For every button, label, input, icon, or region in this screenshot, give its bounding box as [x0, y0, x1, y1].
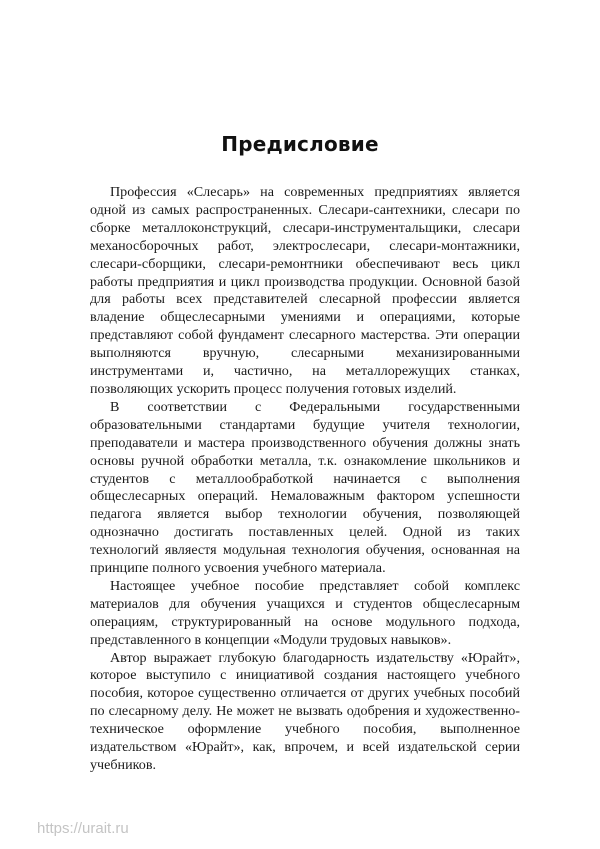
page-title: Предисловие	[221, 132, 379, 156]
paragraph-2: В соответствии с Федеральными государственными образовательными стандартами будущие учителя технологии, преподаватели и мастера производственного обучения должны знать основы ручной обработки металла, т.к. ознакомление школьников и студентов с металлообработкой начинается с выполнения общеслесарных операций. Немаловажным фактором успешности педагога является выбор технологии обучения, позволяющей однозначно достигать поставленных целей. Одной из таких технологий являестя модульная технология обучения, основанная на принципе полного усвоения учебного материала.	[90, 398, 520, 577]
paragraph-3: Настоящее учебное пособие представляет собой комплекс материалов для обучения учащихся и студентов общеслесарным операциям, структурированный на основе модульного подхода, представленного в концепции «Модули трудовых навыков».	[90, 577, 520, 648]
preface-body	[90, 184, 520, 775]
footer-url: https://urait.ru	[37, 820, 129, 837]
paragraph-4: Автор выражает глубокую благодарность издательству «Юрайт», которое выступило с инициативой создания настоящего учебного пособия, которое существенно отличается от других учебных пособий по слесарному делу. Не может не вызвать одобрения и художественно-техническое оформление учебного пособия, выполненное издательством «Юрайт», как, впрочем, и всей издательской серии учебников.	[90, 649, 520, 773]
paragraph-1: Профессия «Слесарь» на современных предприятиях является одной из самых распространенных. Слесари-сантехники, слесари по сборке металлоконструкций, слесари-инструментальщики, слесари механосборочных работ, электрослесари, слесари-монтажники, слесари-сборщики, слесари-ремонтники обеспечивают весь цикл работы предприятия и цикл производства продукции. Основной базой для работы всех представителей слесарной профессии является владение общеслесарными умениями и операциями, которые представляют собой фундамент слесарного мастерства. Эти операции выполняются вручную, слесарными механизированными инструментами и, частично, на металлорежущих станках, позволяющих ускорить процесс получения готовых изделий.	[90, 184, 520, 397]
